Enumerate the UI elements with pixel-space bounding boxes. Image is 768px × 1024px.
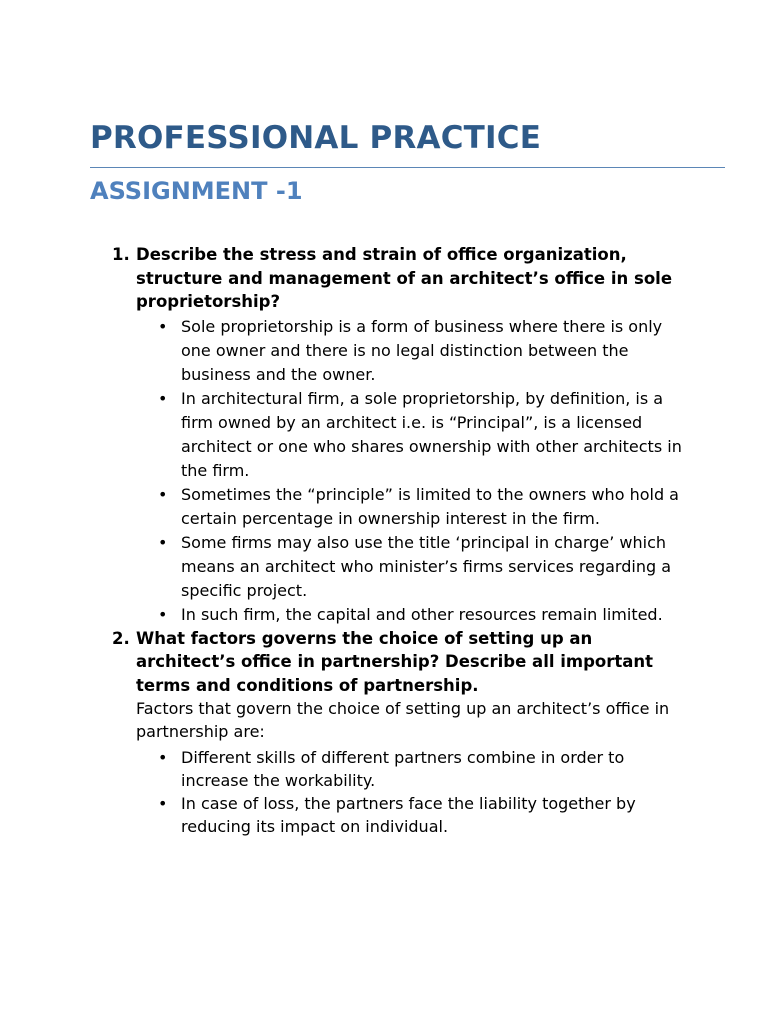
answer-intro: Factors that govern the choice of setting up an architect’s office in partnership are: — [136, 699, 670, 741]
list-item: • Sole proprietorship is a form of business where there is only one owner and there is no legal distinction between the business and the owner. — [136, 315, 690, 387]
list-item: • Sometimes the “principle” is limited to the owners who hold a certain percentage in ownership interest in the firm. — [136, 483, 690, 531]
list-item: • In such firm, the capital and other resources remain limited. — [136, 603, 690, 627]
document-title: PROFESSIONAL PRACTICE — [90, 120, 542, 156]
title-divider — [90, 167, 725, 168]
list-item: • In case of loss, the partners face the liability together by reducing its impact on individual. — [136, 792, 690, 838]
question-text: What factors governs the choice of setting up an architect’s office in partnership? Describe all important terms and conditions of partnership. — [136, 628, 654, 695]
list-item: • In architectural firm, a sole proprietorship, by definition, is a firm owned by an architect i.e. is “Principal”, is a licensed architect or one who shares ownership with other architects in the firm. — [136, 387, 690, 483]
list-item: • Different skills of different partners combine in order to increase the workability. — [136, 746, 690, 792]
answer-bullets — [136, 315, 690, 627]
list-item: • Some firms may also use the title ‘principal in charge’ which means an architect who minister’s firms services regarding a specific project. — [136, 531, 690, 603]
question-number: 2. — [112, 628, 130, 648]
question-number: 1. — [112, 245, 130, 264]
question-text: Describe the stress and strain of office organization, structure and management of an architect’s office in sole proprietorship? — [136, 245, 673, 311]
question-list — [90, 243, 690, 838]
question-2 — [90, 627, 690, 839]
assignment-heading: ASSIGNMENT -1 — [90, 177, 303, 205]
answer-bullets — [136, 746, 690, 838]
question-1 — [90, 243, 690, 627]
